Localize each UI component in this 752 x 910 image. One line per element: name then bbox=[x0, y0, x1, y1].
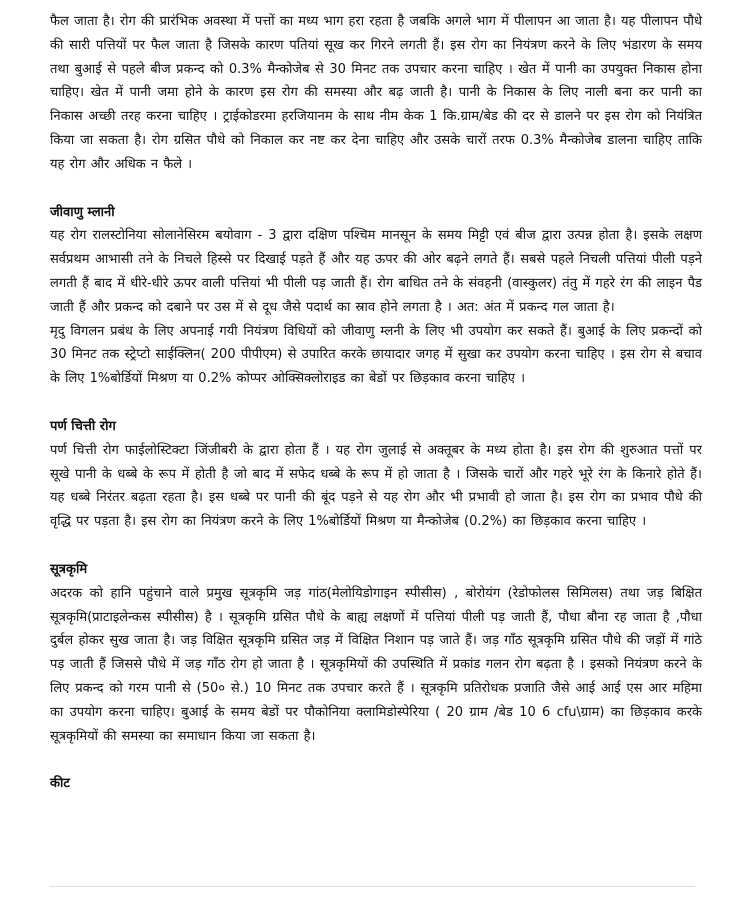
bacterial-wilt-paragraph-2: मृदु विगलन प्रबंध के लिए अपनाई गयी नियंत्रण विधियों को जीवाणु म्लनी के लिए भी उपयोग कर सकते हैं। बुआई के लिए प्रकन्दों को 30 मिनट तक स्ट्रेप्टो साईक्लिन( 200 पीपीएम) से उपारित करके छायादार जगह में सुखा कर उपयोग करना चाहिए । इस रोग से बचाव के लिए 1%बोर्डियों मिश्रण या 0.2% कोप्पर ओक्सिक्लोराइड का बेडों पर छिड़काव करना चाहिए । bbox=[50, 323, 702, 387]
leaf-spot-heading: पर्ण चित्ती रोग bbox=[50, 418, 116, 434]
leaf-spot-paragraph: पर्ण चित्ती रोग फाईलोस्टिक्टा जिंजीबरी के द्वारा होता हैं । यह रोग जुलाई से अक्तूबर के मध्य होता है। इस रोग की शुरुआत पत्तों पर सूखे पानी के धब्बे के रूप में होती है जो बाद में सफेद धब्बे के रूप में हो जाता है । जिसके चारों और गहरे भूरे रंग के किनारे होते हैं। यह धब्बे निरंतर बढ़ता रहता है। इस धब्बे पर पानी की बूंद पड़ने से यह रोग और भी प्रभावी हो जाता है। इस रोग का प्रभाव पौधे की वृद्धि पर पड़ता है। इस रोग का नियंत्रण करने के लिए 1%बोर्डियों मिश्रण या मैन्कोजेब (0.2%) का छिड़काव करना चाहिए । bbox=[50, 442, 702, 530]
bottom-divider bbox=[50, 886, 695, 887]
document-body bbox=[50, 10, 702, 796]
section-gap bbox=[50, 391, 702, 415]
section-gap bbox=[50, 177, 702, 201]
section-gap bbox=[50, 534, 702, 558]
bacterial-wilt-heading: जीवाणु म्लानी bbox=[50, 204, 115, 220]
insects-heading: कीट bbox=[50, 776, 70, 792]
nematode-heading: सूत्रकृमि bbox=[50, 561, 88, 577]
section-gap bbox=[50, 748, 702, 772]
bacterial-wilt-paragraph-1: यह रोग रालस्टोनिया सोलानेसिरम बयोवाग - 3 द्वारा दक्षिण पश्चिम मानसून के समय मिट्टी एवं बीज द्वारा उत्पन्न होता है। इसके लक्षण सर्वप्रथम आभासी तने के निचले हिस्से पर दिखाई पड़ते हैं और यह ऊपर की ओर बढ़ने लगते हैं। सबसे पहले निचली पत्तियां पीली पड़ने लगती हैं बाद में धीरे-धीरे ऊपर वाली पत्तियां भी पीली पड़ जाती हैं। रोग बाधित तने के संवहनी (वास्कुलर) तंतु में गहरे रंग की लाइन पैड जाती हैं और प्रकन्द को दबाने पर उस में से दूध जैसे पदार्थ का स्राव होने लगता है । अत: अंत में प्रकन्द गल जाता है। bbox=[50, 228, 702, 315]
intro-paragraph: फैल जाता है। रोग की प्रारंभिक अवस्था में पत्तों का मध्य भाग हरा रहता है जबकि अगले भाग में पीलापन आ जाता है। यह पीलापन पौधे की सारी पत्तियों पर फैल जाता है जिसके कारण पतियां सूख कर गिरने लगती हैं। इस रोग का नियंत्रण करने के लिए भंडारण के समय तथा बुआई से पहले बीज प्रकन्द को 0.3% मैन्कोजेब से 30 मिनट तक उपचार करना चाहिए । खेत में पानी का उपयुक्त निकास होना चाहिए। खेत में पानी जमा होने के कारण इस रोग की समस्या और बढ़ जाती है। पानी के निकास के लिए नाली बना कर पानी का निकास अच्छी तरह करना चाहिए । ट्राईकोडरमा हरजियानम के साथ नीम केक 1 कि.ग्राम/बेड की दर से डालने पर इस रोग को नियंत्रित किया जा सकता है। रोग ग्रसित पौधे को निकाल कर नष्ट कर देना चाहिए और उसके चारों तरफ 0.3% मैन्कोजेब डालना चाहिए ताकि यह रोग और अधिक न फैले । bbox=[50, 14, 702, 172]
nematode-paragraph: अदरक को हानि पहुंचाने वाले प्रमुख सूत्रकृमि जड़ गांठ(मेलोयिडोगाइन स्पीसीस) , बोरोयंग (रेडोफोलस सिमिलस) तथा जड़ बिक्षित सूत्रकृमि(प्राटाइलेन्कस स्पीसीस) है । सूत्रकृमि ग्रसित पौधे के बाह्य लक्षणों में पत्तियां पीली पड़ जाती हैं, पौधा बौना रह जाता है ,पौधा दुर्बल होकर सुख जाता है। जड़ विक्षित सूत्रकृमि ग्रसित जड़ में विक्षित निशान पड़ जाते हैं। जड़ गाँठ सूत्रकृमि ग्रसित पौधे की जड़ों में गांठे पड़ जाती हैं जिससे पौधे में जड़ गाँठ रोग हो जाता है । सूत्रकृमियों की उपस्थिति में प्रकांड गलन रोग बढ़ता है । इसको नियंत्रण करने के लिए प्रकन्द को गरम पानी से (50० से.) 10 मिनट तक उपचार करते हैं । सूत्रकृमि प्रतिरोधक प्रजाति जैसे आई आई एस आर महिमा का उपयोग करना चाहिए। बुआई के समय बेडों पर पौकोनिया क्लामिडोस्पेरिया ( 20 ग्राम /बेड 10 6 cfu\ग्राम) का छिड़काव करके सूत्रकृमियों की समस्या का समाधान किया जा सकता है। bbox=[50, 585, 702, 744]
